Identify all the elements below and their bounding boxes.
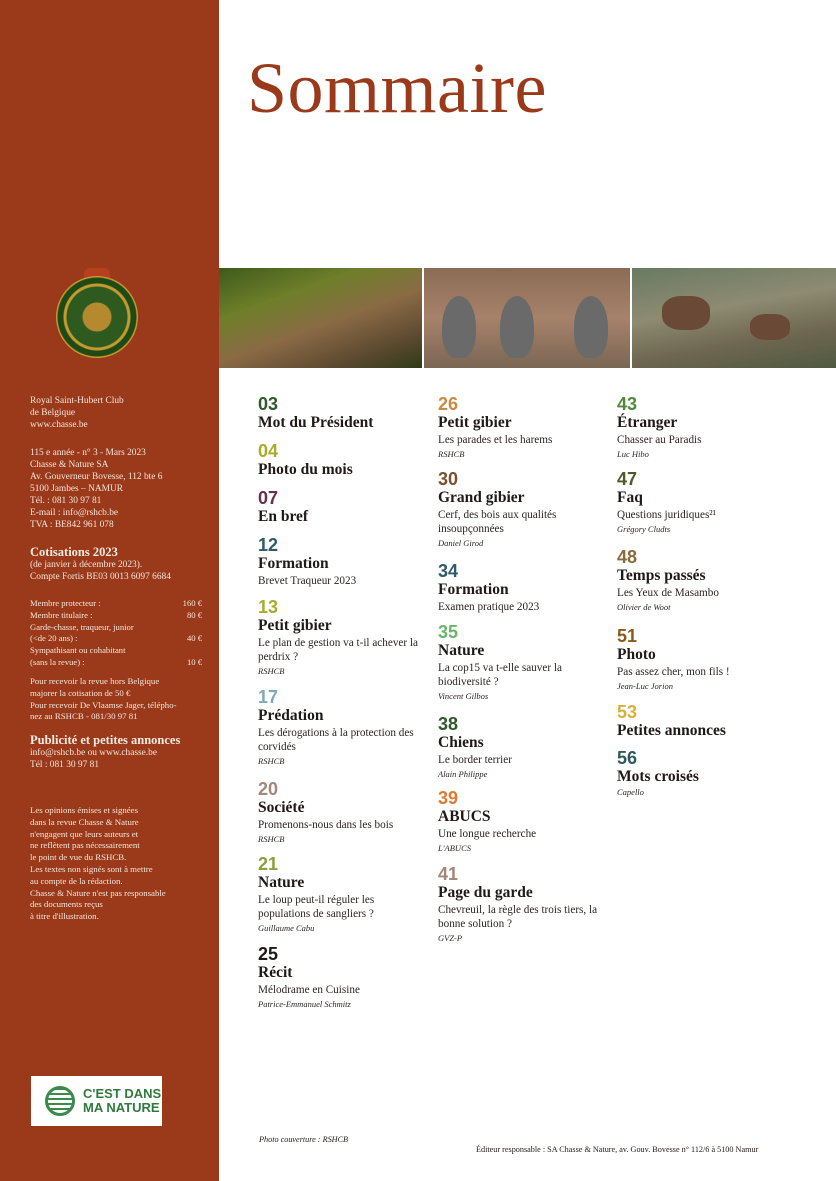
section-title: Grand gibier	[438, 489, 525, 506]
photo-credit: Photo couverture : RSHCB	[259, 1135, 349, 1144]
section-title: Récit	[258, 964, 293, 981]
fee-row	[30, 598, 202, 610]
advertising-phone: Tél : 081 30 97 81	[30, 760, 100, 770]
org-info	[30, 395, 202, 431]
toc-entry[interactable]	[438, 470, 598, 549]
logo-text	[83, 1087, 161, 1115]
section-title: Page du garde	[438, 884, 533, 901]
page-number: 41	[438, 864, 459, 884]
page-number: 26	[438, 394, 459, 414]
fee-label: Sympathisant ou cohabitant	[30, 645, 126, 656]
advertising-contact[interactable]: info@rshcb.be ou www.chasse.be	[30, 748, 158, 758]
section-title: Faq	[617, 489, 643, 506]
article-author: Vincent Gilbos	[438, 691, 489, 701]
page-number: 38	[438, 714, 459, 734]
section-title: Petit gibier	[438, 414, 512, 431]
toc-entry[interactable]	[617, 627, 777, 692]
page-number: 39	[438, 788, 459, 808]
disclaimer-line: Chasse & Nature n'est pas responsable	[30, 887, 166, 898]
toc-entry[interactable]	[617, 395, 777, 460]
org-website-link[interactable]: www.chasse.be	[30, 420, 88, 430]
cest-dans-ma-nature-logo	[31, 1076, 162, 1126]
article-subtitle: Le border terrier	[438, 754, 512, 766]
fee-label: Membre titulaire :	[30, 609, 93, 620]
section-title: Petites annonces	[617, 722, 726, 739]
globe-icon	[45, 1086, 75, 1116]
fee-amount: 160 €	[182, 598, 202, 608]
section-title: Étranger	[617, 414, 678, 431]
section-title: Société	[258, 799, 305, 816]
fee-row	[30, 610, 202, 622]
article-subtitle: Chasser au Paradis	[617, 434, 702, 446]
article-subtitle: Chevreuil, la règle des trois tiers, la bonne solution ?	[438, 904, 598, 930]
toc-entry[interactable]	[258, 442, 418, 478]
toc-entry[interactable]	[258, 395, 418, 431]
article-subtitle: Le plan de gestion va t-il achever la perdrix ?	[258, 637, 418, 663]
advertising-title: Publicité et petites annonces	[30, 733, 181, 747]
article-author: Olivier de Woot	[617, 602, 671, 612]
article-subtitle: Pas assez cher, mon fils !	[617, 666, 730, 678]
article-subtitle: La cop15 va t-elle sauver la biodiversité ?	[438, 662, 562, 688]
page-number: 07	[258, 488, 279, 508]
abroad-line: Pour recevoir la revue hors Belgique	[30, 676, 160, 686]
section-title: Photo du mois	[258, 461, 353, 478]
toc-entry[interactable]	[258, 780, 418, 845]
vat-line: TVA : BE842 961 078	[30, 520, 114, 530]
toc-entry[interactable]	[258, 489, 418, 525]
section-title: Temps passés	[617, 567, 706, 584]
disclaimer-line: dans la revue Chasse & Nature	[30, 816, 139, 827]
org-name-line-2: de Belgique	[30, 408, 76, 418]
section-title: ABUCS	[438, 808, 491, 825]
page-title: Sommaire	[247, 48, 547, 128]
email-line[interactable]: E-mail : info@rshcb.be	[30, 508, 119, 518]
publisher-responsible: Éditeur responsable : SA Chasse & Nature, av. Gouv. Bovesse n° 112/6 à 5100 Namur	[476, 1145, 759, 1154]
toc-entry[interactable]	[438, 623, 598, 702]
partridges-photo	[424, 268, 629, 368]
article-author: L'ABUCS	[438, 843, 471, 853]
article-author: RSHCB	[258, 756, 285, 766]
wild-boar-piglets-photo	[219, 268, 422, 368]
page-number: 21	[258, 854, 279, 874]
toc-entry[interactable]	[438, 715, 598, 780]
article-subtitle: Les Yeux de Masambo	[617, 587, 719, 599]
page-number: 30	[438, 469, 459, 489]
page-number: 03	[258, 394, 279, 414]
advertising-block	[30, 733, 202, 771]
toc-entry[interactable]	[617, 470, 777, 535]
page-number: 13	[258, 597, 279, 617]
article-author: Luc Hibo	[617, 449, 649, 459]
fee-label: (<de 20 ans) :	[30, 633, 78, 644]
partridge-shape	[442, 296, 476, 358]
page-number: 48	[617, 547, 638, 567]
section-title: Photo	[617, 646, 656, 663]
article-author: Capello	[617, 787, 644, 797]
abroad-line: majorer la cotisation de 50 €	[30, 687, 131, 698]
cotisations-account: Compte Fortis BE03 0013 6097 6684	[30, 572, 171, 582]
page-number: 47	[617, 469, 638, 489]
article-author: Jean-Luc Jorion	[617, 681, 673, 691]
issue-line: 115 e année - n° 3 - Mars 2023	[30, 448, 146, 458]
stag-shape	[662, 296, 710, 330]
publication-info	[30, 447, 202, 531]
disclaimer-line: Les opinions émises et signées	[30, 805, 138, 815]
article-author: Alain Philippe	[438, 769, 488, 779]
abroad-line: nez au RSHCB - 081/30 97 81	[30, 711, 138, 722]
fee-amount: 40 €	[186, 633, 202, 644]
article-subtitle: Les parades et les harems	[438, 434, 553, 446]
cotisations-block	[30, 545, 202, 583]
page-number: 25	[258, 944, 279, 964]
article-subtitle: Mélodrame en Cuisine	[258, 984, 360, 996]
article-author: RSHCB	[258, 666, 285, 676]
page-number: 12	[258, 535, 279, 555]
fee-row	[30, 633, 202, 645]
disclaimer-line: ne reflètent pas nécessairement	[30, 840, 140, 851]
disclaimer-line: à titre d'illustration.	[30, 911, 99, 922]
toc-entry[interactable]	[438, 865, 598, 944]
article-subtitle: Brevet Traqueur 2023	[258, 575, 357, 587]
section-title: Nature	[438, 642, 485, 659]
page-number: 17	[258, 687, 279, 707]
section-title: Formation	[258, 555, 329, 572]
disclaimer	[30, 805, 202, 923]
toc-entry[interactable]	[617, 548, 777, 613]
toc-entry[interactable]	[438, 789, 598, 854]
article-subtitle: Une longue recherche	[438, 828, 537, 840]
fee-row	[30, 645, 202, 657]
toc-entry[interactable]	[258, 536, 418, 588]
article-subtitle: Les dérogations à la protection des corvidés	[258, 727, 414, 753]
disclaimer-line: n'engagent que leurs auteurs et	[30, 828, 139, 839]
disclaimer-line: des documents reçus	[30, 899, 103, 910]
fee-label: Membre protecteur :	[30, 598, 101, 608]
section-title: Chiens	[438, 734, 484, 751]
section-title: Formation	[438, 581, 509, 598]
article-subtitle: Cerf, des bois aux qualités insoupçonnées	[438, 509, 557, 535]
address-line-1: Av. Gouverneur Bovesse, 112 bte 6	[30, 472, 163, 482]
phone-line: Tél. : 081 30 97 81	[30, 496, 102, 506]
toc-entry[interactable]	[617, 749, 777, 798]
toc-entry[interactable]	[617, 703, 777, 739]
article-author: Patrice-Emmanuel Schmitz	[258, 999, 351, 1009]
page-number: 56	[617, 748, 638, 768]
page-number: 35	[438, 622, 459, 642]
fee-list	[30, 598, 202, 669]
partridge-shape	[574, 296, 608, 358]
page-number: 04	[258, 441, 279, 461]
disclaimer-line: Les textes non signés sont à mettre	[30, 863, 153, 874]
photo-strip	[219, 268, 836, 368]
article-author: Guillaume Cabu	[258, 923, 315, 933]
cotisations-period: (de janvier à décembre 2023).	[30, 560, 143, 570]
page-number: 20	[258, 779, 279, 799]
logo-text-line-2: MA NATURE	[83, 1100, 160, 1115]
section-title: Prédation	[258, 707, 324, 724]
fee-amount: 10 €	[186, 656, 202, 667]
fee-label: (sans la revue) :	[30, 656, 85, 667]
logo-text-line-1: C'EST DANS	[83, 1086, 162, 1101]
page-number: 51	[617, 626, 638, 646]
section-title: Mot du Président	[258, 414, 374, 431]
red-deer-photo	[632, 268, 836, 368]
sidebar	[0, 0, 219, 1181]
toc-entry[interactable]	[258, 855, 418, 934]
toc-entry[interactable]	[258, 688, 418, 767]
toc-entry[interactable]	[258, 945, 418, 1010]
disclaimer-line: au compte de la rédaction.	[30, 875, 123, 886]
section-title: Mots croisés	[617, 768, 699, 785]
section-title: Petit gibier	[258, 617, 332, 634]
abroad-info	[30, 676, 202, 723]
article-subtitle: Questions juridiques²¹	[617, 509, 716, 521]
article-author: RSHCB	[258, 834, 285, 844]
address-line-2: 5100 Jambes – NAMUR	[30, 484, 123, 494]
abroad-line: Pour recevoir De Vlaamse Jager, télépho-	[30, 699, 177, 710]
page-number: 53	[617, 702, 638, 722]
fee-label: Garde-chasse, traqueur, junior	[30, 621, 134, 632]
publisher-name: Chasse & Nature SA	[30, 460, 109, 470]
article-author: RSHCB	[438, 449, 465, 459]
fee-row	[30, 622, 202, 634]
page-number: 43	[617, 394, 638, 414]
section-title: Nature	[258, 874, 305, 891]
article-author: Daniel Girod	[438, 538, 484, 548]
toc-entry[interactable]	[438, 395, 598, 460]
club-emblem-logo	[56, 276, 138, 358]
article-subtitle: Le loup peut-il réguler les populations de sangliers ?	[258, 894, 375, 920]
toc-entry[interactable]	[258, 598, 418, 677]
fee-row	[30, 657, 202, 669]
article-author: Grégory Cludts	[617, 524, 671, 534]
partridge-shape	[500, 296, 534, 358]
section-title: En bref	[258, 508, 309, 525]
disclaimer-line: le point de vue du RSHCB.	[30, 852, 127, 863]
page-number: 34	[438, 561, 459, 581]
org-name-line-1: Royal Saint-Hubert Club	[30, 396, 124, 406]
hind-shape	[750, 314, 790, 340]
article-author: GVZ-P	[438, 933, 463, 943]
fee-amount: 80 €	[186, 609, 202, 620]
article-subtitle: Examen pratique 2023	[438, 601, 540, 613]
cotisations-title: Cotisations 2023	[30, 545, 118, 559]
article-subtitle: Promenons-nous dans les bois	[258, 819, 394, 831]
toc-entry[interactable]	[438, 562, 598, 614]
